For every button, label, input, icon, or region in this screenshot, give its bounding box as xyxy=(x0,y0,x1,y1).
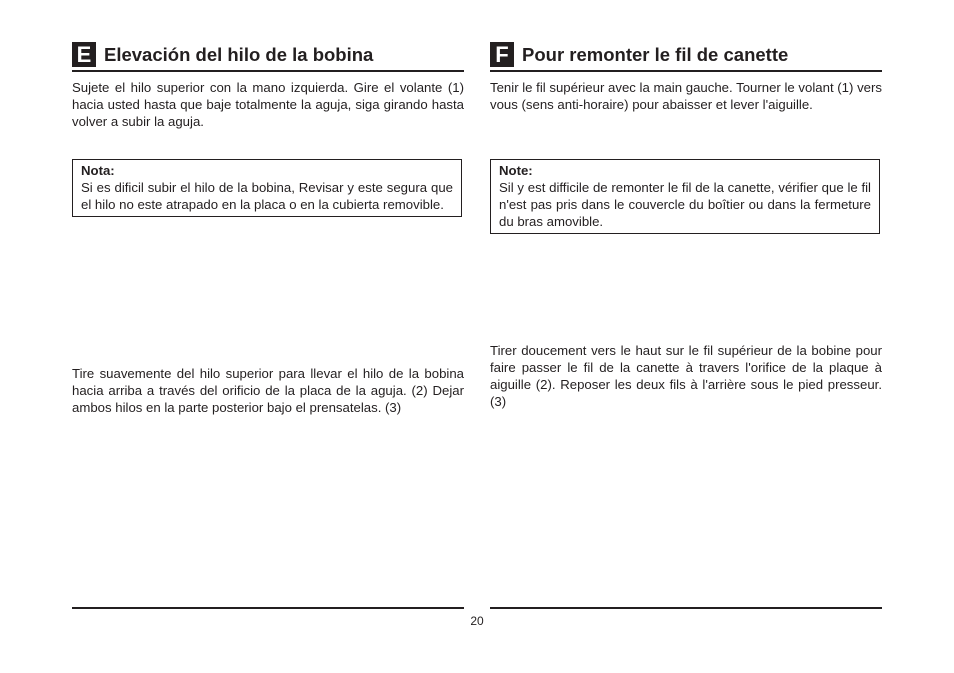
section-header xyxy=(490,40,882,72)
note-box xyxy=(72,159,462,217)
intro-paragraph: Tenir le fil supérieur avec la main gauche. Tourner le volant (1) vers vous (sens anti-horaire) pour abaisser et lever l'aiguille. xyxy=(490,80,882,112)
spanish-section xyxy=(72,40,464,415)
page-number: 20 xyxy=(470,614,484,628)
section-title: Pour remonter le fil de canette xyxy=(522,44,789,65)
note-title: Note: xyxy=(499,163,533,178)
note-body: Si es dificil subir el hilo de la bobina, Revisar y este segura que el hilo no este atrapado en la placa o en la cubierta removible. xyxy=(81,180,453,212)
language-badge: E xyxy=(72,42,96,67)
footer-rule-left xyxy=(72,607,464,609)
french-section xyxy=(490,40,882,409)
footer-rule-right xyxy=(490,607,882,609)
note-box xyxy=(490,159,880,234)
note-title: Nota: xyxy=(81,163,115,178)
step-paragraph: Tirer doucement vers le haut sur le fil supérieur de la bobine pour faire passer le fil de la canette à travers l'orifice de la plaque à aiguille (2). Reposer les deux fils à l'arrière sous le pied presseur. (3) xyxy=(490,343,882,409)
step-paragraph: Tire suavemente del hilo superior para llevar el hilo de la bobina hacia arriba a través del orificio de la placa de la aguja. (2) Dejar ambos hilos en la parte posterior bajo el prensatelas. (3) xyxy=(72,366,464,415)
section-title: Elevación del hilo de la bobina xyxy=(104,44,374,65)
intro-paragraph: Sujete el hilo superior con la mano izquierda. Gire el volante (1) hacia usted hasta que baje totalmente la aguja, siga girando hasta volver a subir la aguja. xyxy=(72,80,464,129)
section-header xyxy=(72,40,464,72)
note-body: Sil y est difficile de remonter le fil de la canette, vérifier que le fil n'est pas pris dans le couvercle du boîtier ou dans la fermeture du bras amovible. xyxy=(499,180,871,229)
language-badge: F xyxy=(490,42,514,67)
